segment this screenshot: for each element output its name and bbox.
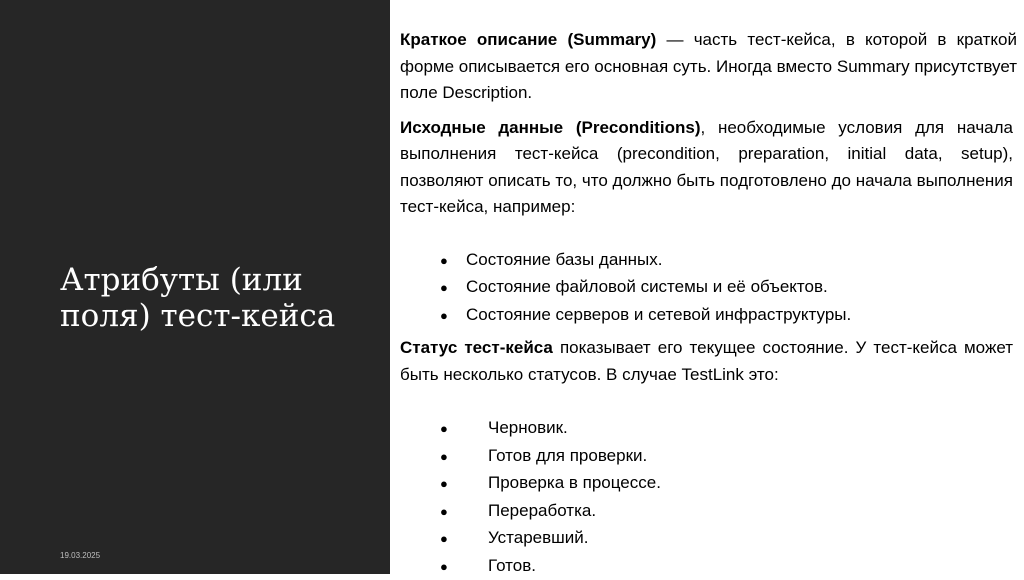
list-item-text: Состояние файловой системы и её объектов.: [466, 274, 828, 301]
summary-term: Краткое описание (Summary): [400, 30, 656, 49]
bullet-icon: ●: [440, 471, 488, 498]
slide-content: [400, 27, 1017, 580]
bullet-icon: ●: [440, 416, 488, 443]
status-list: [400, 415, 1017, 580]
bullet-icon: ●: [440, 554, 488, 580]
bullet-icon: ●: [440, 526, 488, 553]
status-text: показывает его текущее состояние. У тест-кейса может быть несколько статусов. В случае TestLink это:: [400, 338, 1013, 384]
list-item: [400, 247, 1017, 275]
bullet-icon: ●: [440, 444, 488, 471]
list-item-text: Устаревший.: [488, 525, 589, 552]
list-item: [400, 302, 1017, 330]
list-item: [400, 415, 1017, 443]
status-term: Статус тест-кейса: [400, 338, 553, 357]
list-item-text: Готов для проверки.: [488, 443, 647, 470]
list-item-text: Состояние серверов и сетевой инфраструктуры.: [466, 302, 851, 329]
list-item: [400, 470, 1017, 498]
list-item: [400, 525, 1017, 553]
list-item-text: Состояние базы данных.: [466, 247, 663, 274]
list-item: [400, 274, 1017, 302]
list-item: [400, 498, 1017, 526]
bullet-icon: ●: [440, 303, 466, 330]
bullet-icon: ●: [440, 275, 466, 302]
list-item-text: Переработка.: [488, 498, 596, 525]
slide-title: Атрибуты (или поля) тест-кейса: [60, 262, 380, 334]
preconditions-text: , необходимые условия для начала выполнения тест-кейса (precondition, preparation, initial data, setup), позволяют описать то, что должно быть подготовлено до начала выполнения тест-кейса, например:: [400, 118, 1013, 217]
preconditions-list: [400, 247, 1017, 330]
summary-paragraph: [400, 27, 1017, 107]
bullet-icon: ●: [440, 499, 488, 526]
bullet-icon: ●: [440, 248, 466, 275]
list-item: [400, 443, 1017, 471]
list-item-text: Проверка в процессе.: [488, 470, 661, 497]
slide-date: 19.03.2025: [60, 551, 100, 560]
list-item-text: Черновик.: [488, 415, 568, 442]
status-paragraph: [400, 335, 1013, 388]
list-item: [400, 553, 1017, 580]
preconditions-paragraph: [400, 115, 1013, 221]
title-panel: [0, 0, 390, 574]
summary-text: — часть тест-кейса, в которой в краткой форме описывается его основная суть. Иногда вместо Summary присутствует поле Description.: [400, 30, 1017, 102]
list-item-text: Готов.: [488, 553, 536, 580]
preconditions-term: Исходные данные (Preconditions): [400, 118, 701, 137]
